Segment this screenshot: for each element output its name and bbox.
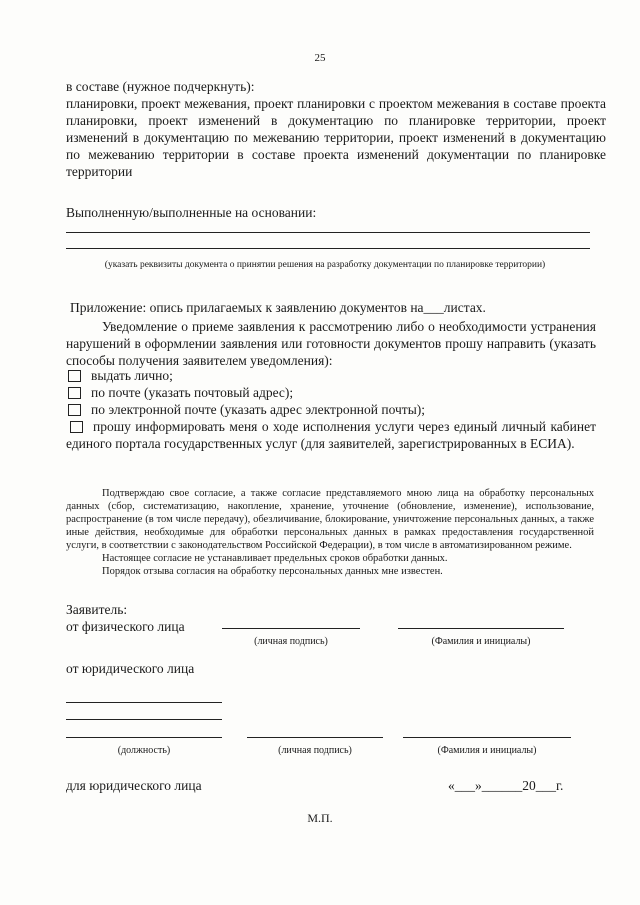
individual-name-line[interactable] [398, 628, 564, 629]
option-personal-cabinet[interactable] [66, 418, 596, 452]
basis-line-1 [66, 232, 590, 233]
date-field[interactable]: «___»______20___г. [448, 778, 564, 793]
individual-name-caption: (Фамилия и инициалы) [431, 636, 531, 647]
individual-label: от физического лица [66, 619, 185, 634]
legal-name-line[interactable] [403, 737, 571, 738]
consent-withdrawal: Порядок отзыва согласия на обработку персональных данных мне известен. [102, 566, 443, 577]
composition-heading: в составе (нужное подчеркнуть): [66, 79, 255, 94]
consent-block [66, 487, 594, 578]
page-number: 25 [314, 52, 326, 64]
position-line-2[interactable] [66, 719, 222, 720]
option-label: выдать лично; [91, 368, 173, 383]
attachment-line: Приложение: опись прилагаемых к заявлению документов на___листах. [70, 300, 486, 315]
applicant-label: Заявитель: [66, 602, 128, 617]
option-label: по электронной почте (указать адрес электронной почты); [91, 402, 426, 417]
individual-signature-caption: (личная подпись) [254, 636, 328, 647]
option-by-email[interactable] [68, 401, 425, 418]
position-caption: (должность) [117, 745, 171, 756]
consent-limit: Настоящее согласие не устанавливает предельных сроков обработки данных. [102, 553, 448, 564]
checkbox-icon[interactable] [68, 370, 81, 382]
option-label: прошу информировать меня о ходе исполнения услуги через единый личный кабинет единого портала государственных услуг (для заявителей, зарегистрированных в ЕСИА). [66, 419, 596, 451]
option-label: по почте (указать почтовый адрес); [91, 385, 294, 400]
checkbox-icon[interactable] [68, 387, 81, 399]
legal-signature-line[interactable] [247, 737, 383, 738]
position-line-3[interactable] [66, 737, 222, 738]
consent-paragraph: Подтверждаю свое согласие, а также согласие представляемого мною лица на обработку персональных данных (сбор, систематизацию, накопление, хранение, уточнение (обновление, изменение), использование, распространение (в том числе передачу), обезличивание, блокирование, уничтожение персональных данных, а также иные действия, необходимые для обработки персональных данных в рамках предоставления государственной услуги, в соответствии с законодательством Российской Федерации), в том числе в автоматизированном режиме. [66, 488, 594, 551]
legal-footer-label: для юридического лица [66, 778, 202, 793]
individual-signature-line[interactable] [222, 628, 360, 629]
checkbox-icon[interactable] [68, 404, 81, 416]
seal-label: М.П. [307, 811, 333, 825]
option-in-person[interactable] [68, 367, 173, 384]
basis-caption: (указать реквизиты документа о принятии решения на разработку документации по планировке территории) [104, 260, 546, 270]
checkbox-icon[interactable] [70, 421, 83, 433]
legal-name-caption: (Фамилия и инициалы) [437, 745, 537, 756]
basis-label: Выполненную/выполненные на основании: [66, 205, 317, 220]
composition-options: планировки, проект межевания, проект планировки с проектом межевания в составе проекта планировки, проект изменений в документацию по планировке территории, проект изменений в документацию по межеванию территории, проект изменений в документацию по межеванию территории в составе проекта изменений документации по планировке территории [66, 96, 606, 179]
notice-paragraph: Уведомление о приеме заявления к рассмотрению либо о необходимости устранения нарушений в оформлении заявления или готовности документов прошу направить (указать способы получения заявителем уведомления): [66, 319, 596, 368]
legal-entity-label: от юридического лица [66, 661, 195, 676]
basis-line-2 [66, 248, 590, 249]
composition-block [66, 78, 606, 180]
position-line-1[interactable] [66, 702, 222, 703]
legal-signature-caption: (личная подпись) [278, 745, 352, 756]
option-by-mail[interactable] [68, 384, 293, 401]
